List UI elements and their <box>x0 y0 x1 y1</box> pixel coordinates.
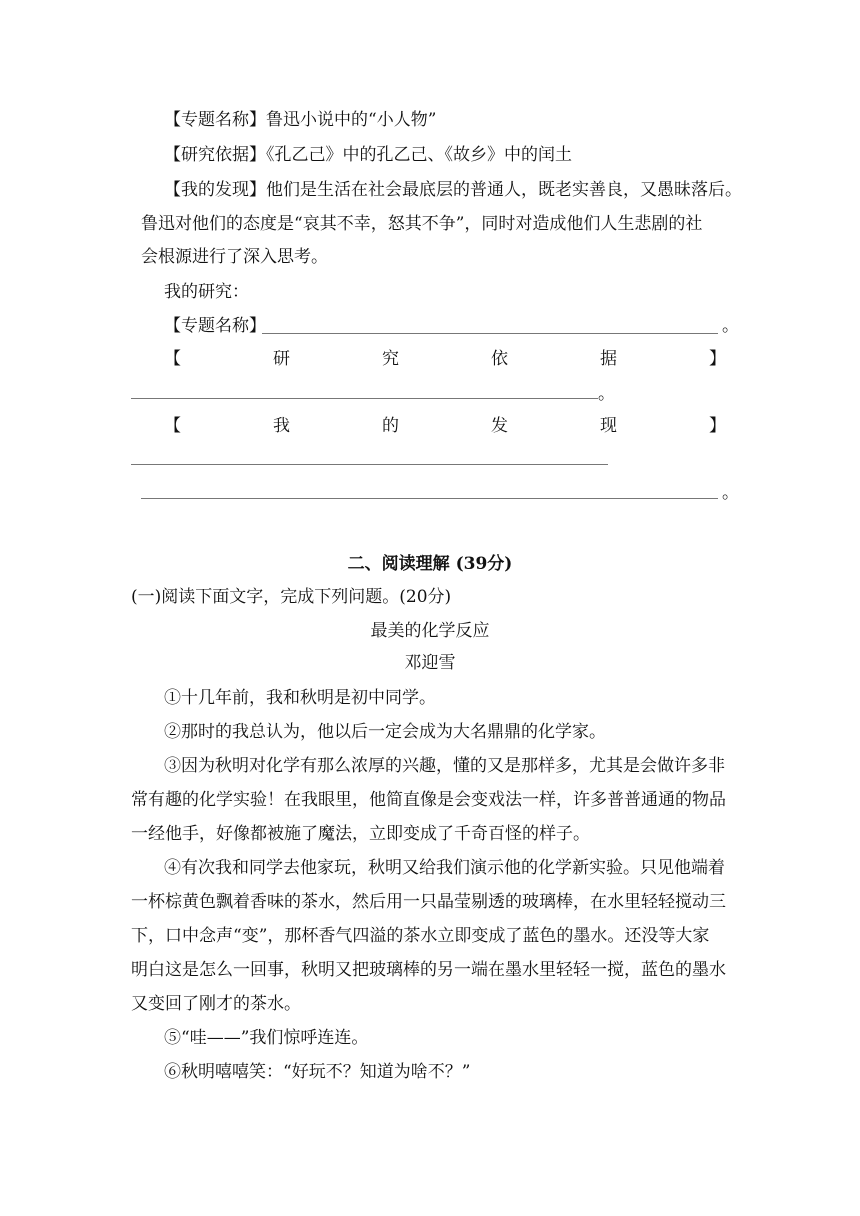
article-author: 邓迎雪 <box>404 653 456 673</box>
article-title: 最美的化学反应 <box>370 621 490 641</box>
my-finding-answer-line-2[interactable] <box>141 498 718 499</box>
article-paragraph-6: ⑥秋明嘻嘻笑：“好玩不？知道为啥不？” <box>164 1062 471 1082</box>
my-finding-end-punct: 。 <box>722 483 739 503</box>
article-paragraph-4-line-2: 一杯棕黄色飘着香味的茶水，然后用一只晶莹剔透的玻璃棒，在水里轻轻搅动三 <box>131 892 726 912</box>
section-instruction: (一)阅读下面文字，完成下列问题。(20分) <box>131 587 452 607</box>
my-topic-label: 【专题名称】 <box>164 316 266 336</box>
my-research-heading: 我的研究： <box>164 282 249 302</box>
my-basis-answer-line[interactable] <box>131 398 598 399</box>
article-paragraph-3-line-2: 常有趣的化学实验！在我眼里，他简直像是会变戏法一样，许多普普通通的物品 <box>131 790 726 810</box>
article-paragraph-4-line-5: 又变回了刚才的茶水。 <box>131 994 301 1014</box>
article-paragraph-3-line-3: 一经他手，好像都被施了魔法，立即变成了千奇百怪的样子。 <box>131 824 590 844</box>
article-paragraph-2: ②那时的我总认为，他以后一定会成为大名鼎鼎的化学家。 <box>164 722 606 742</box>
example-finding-line-1: 【我的发现】他们是生活在社会最底层的普通人，既老实善良，又愚昧落后。 <box>164 180 742 200</box>
my-topic-end-punct: 。 <box>722 316 739 336</box>
my-finding-answer-line-1[interactable] <box>131 464 608 465</box>
article-paragraph-4-line-3: 下，口中念声“变”，那杯香气四溢的茶水立即变成了蓝色的墨水。还没等大家 <box>131 926 710 946</box>
example-topic-line: 【专题名称】鲁迅小说中的“小人物” <box>164 110 437 130</box>
my-topic-answer-line[interactable] <box>262 333 718 334</box>
my-basis-end-punct: 。 <box>598 384 615 404</box>
my-finding-label: 【 我 的 发 现 】 <box>164 416 726 436</box>
article-paragraph-3-line-1: ③因为秋明对化学有那么浓厚的兴趣，懂的又是那样多，尤其是会做许多非 <box>164 756 725 776</box>
article-paragraph-4-line-1: ④有次我和同学去他家玩，秋明又给我们演示他的化学新实验。只见他端着 <box>164 858 725 878</box>
example-finding-line-2: 鲁迅对他们的态度是“哀其不幸，怒其不争”，同时对造成他们人生悲剧的社 <box>141 214 703 234</box>
example-basis-line: 【研究依据】《孔乙己》中的孔乙己、《故乡》中的闰土 <box>164 145 572 165</box>
article-paragraph-5: ⑤“哇——”我们惊呼连连。 <box>164 1028 369 1048</box>
article-paragraph-4-line-4: 明白这是怎么一回事，秋明又把玻璃棒的另一端在墨水里轻轻一搅，蓝色的墨水 <box>131 960 726 980</box>
article-paragraph-1: ①十几年前，我和秋明是初中同学。 <box>164 688 436 708</box>
example-finding-line-3: 会根源进行了深入思考。 <box>141 247 328 267</box>
my-basis-label: 【 研 究 依 据 】 <box>164 349 726 369</box>
section-heading: 二、阅读理解 (39分) <box>347 554 513 574</box>
